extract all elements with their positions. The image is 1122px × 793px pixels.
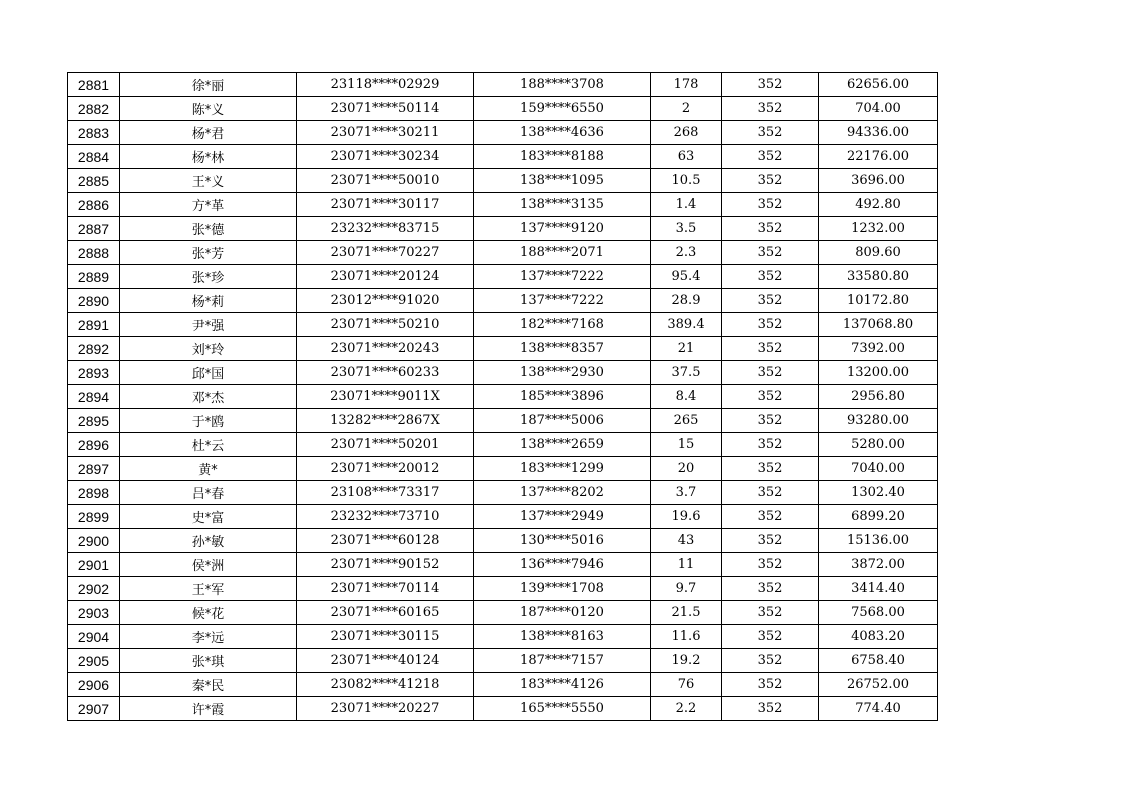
table-row (68, 433, 938, 457)
quantity-cell: 2.2 (651, 697, 722, 721)
row-number-cell: 2896 (68, 433, 120, 457)
quantity-cell: 15 (651, 433, 722, 457)
quantity-cell: 268 (651, 121, 722, 145)
id-number-cell: 23071****30234 (297, 145, 474, 169)
table-row (68, 97, 938, 121)
quantity-cell: 11.6 (651, 625, 722, 649)
phone-cell: 182****7168 (474, 313, 651, 337)
id-number-cell: 13282****2867X (297, 409, 474, 433)
table-row (68, 217, 938, 241)
phone-cell: 185****3896 (474, 385, 651, 409)
phone-cell: 138****3135 (474, 193, 651, 217)
id-number-cell: 23071****20243 (297, 337, 474, 361)
id-number-cell: 23071****50210 (297, 313, 474, 337)
id-number-cell: 23071****9011X (297, 385, 474, 409)
amount-cell: 7568.00 (819, 601, 938, 625)
phone-cell: 137****8202 (474, 481, 651, 505)
name-cell: 吕*春 (120, 481, 297, 505)
table-row (68, 481, 938, 505)
amount-cell: 5280.00 (819, 433, 938, 457)
phone-cell: 138****1095 (474, 169, 651, 193)
amount-cell: 1302.40 (819, 481, 938, 505)
id-number-cell: 23071****50010 (297, 169, 474, 193)
unit-price-cell: 352 (722, 577, 819, 601)
phone-cell: 183****8188 (474, 145, 651, 169)
quantity-cell: 76 (651, 673, 722, 697)
id-number-cell: 23071****40124 (297, 649, 474, 673)
id-number-cell: 23071****30115 (297, 625, 474, 649)
name-cell: 邱*国 (120, 361, 297, 385)
table-row (68, 289, 938, 313)
unit-price-cell: 352 (722, 553, 819, 577)
phone-cell: 159****6550 (474, 97, 651, 121)
unit-price-cell: 352 (722, 457, 819, 481)
phone-cell: 137****9120 (474, 217, 651, 241)
id-number-cell: 23071****20124 (297, 265, 474, 289)
row-number-cell: 2891 (68, 313, 120, 337)
name-cell: 陈*义 (120, 97, 297, 121)
phone-cell: 165****5550 (474, 697, 651, 721)
name-cell: 秦*民 (120, 673, 297, 697)
data-table (67, 72, 938, 721)
unit-price-cell: 352 (722, 481, 819, 505)
amount-cell: 33580.80 (819, 265, 938, 289)
name-cell: 尹*强 (120, 313, 297, 337)
phone-cell: 136****7946 (474, 553, 651, 577)
unit-price-cell: 352 (722, 649, 819, 673)
amount-cell: 3872.00 (819, 553, 938, 577)
quantity-cell: 28.9 (651, 289, 722, 313)
row-number-cell: 2898 (68, 481, 120, 505)
quantity-cell: 178 (651, 73, 722, 97)
name-cell: 侯*洲 (120, 553, 297, 577)
quantity-cell: 8.4 (651, 385, 722, 409)
name-cell: 邓*杰 (120, 385, 297, 409)
name-cell: 史*富 (120, 505, 297, 529)
row-number-cell: 2884 (68, 145, 120, 169)
table-row (68, 553, 938, 577)
table-row (68, 457, 938, 481)
unit-price-cell: 352 (722, 217, 819, 241)
unit-price-cell: 352 (722, 169, 819, 193)
amount-cell: 137068.80 (819, 313, 938, 337)
row-number-cell: 2890 (68, 289, 120, 313)
phone-cell: 138****8357 (474, 337, 651, 361)
unit-price-cell: 352 (722, 361, 819, 385)
unit-price-cell: 352 (722, 193, 819, 217)
unit-price-cell: 352 (722, 289, 819, 313)
phone-cell: 138****2659 (474, 433, 651, 457)
table-row (68, 577, 938, 601)
name-cell: 黄* (120, 457, 297, 481)
quantity-cell: 63 (651, 145, 722, 169)
unit-price-cell: 352 (722, 313, 819, 337)
phone-cell: 188****2071 (474, 241, 651, 265)
quantity-cell: 21 (651, 337, 722, 361)
row-number-cell: 2889 (68, 265, 120, 289)
table-row (68, 385, 938, 409)
table-row (68, 265, 938, 289)
unit-price-cell: 352 (722, 121, 819, 145)
phone-cell: 188****3708 (474, 73, 651, 97)
unit-price-cell: 352 (722, 625, 819, 649)
name-cell: 张*琪 (120, 649, 297, 673)
name-cell: 张*珍 (120, 265, 297, 289)
quantity-cell: 37.5 (651, 361, 722, 385)
row-number-cell: 2886 (68, 193, 120, 217)
phone-cell: 137****7222 (474, 289, 651, 313)
unit-price-cell: 352 (722, 265, 819, 289)
table-row (68, 169, 938, 193)
phone-cell: 187****5006 (474, 409, 651, 433)
amount-cell: 3696.00 (819, 169, 938, 193)
unit-price-cell: 352 (722, 673, 819, 697)
table-row (68, 121, 938, 145)
row-number-cell: 2907 (68, 697, 120, 721)
row-number-cell: 2892 (68, 337, 120, 361)
name-cell: 杜*云 (120, 433, 297, 457)
id-number-cell: 23071****60128 (297, 529, 474, 553)
phone-cell: 130****5016 (474, 529, 651, 553)
quantity-cell: 19.6 (651, 505, 722, 529)
row-number-cell: 2905 (68, 649, 120, 673)
amount-cell: 94336.00 (819, 121, 938, 145)
table-row (68, 649, 938, 673)
name-cell: 王*义 (120, 169, 297, 193)
table-row (68, 313, 938, 337)
phone-cell: 137****2949 (474, 505, 651, 529)
phone-cell: 139****1708 (474, 577, 651, 601)
row-number-cell: 2887 (68, 217, 120, 241)
id-number-cell: 23071****90152 (297, 553, 474, 577)
amount-cell: 26752.00 (819, 673, 938, 697)
id-number-cell: 23071****70227 (297, 241, 474, 265)
table-row (68, 505, 938, 529)
amount-cell: 7040.00 (819, 457, 938, 481)
phone-cell: 137****7222 (474, 265, 651, 289)
unit-price-cell: 352 (722, 409, 819, 433)
amount-cell: 7392.00 (819, 337, 938, 361)
table-row (68, 145, 938, 169)
phone-cell: 187****0120 (474, 601, 651, 625)
id-number-cell: 23071****70114 (297, 577, 474, 601)
name-cell: 候*花 (120, 601, 297, 625)
phone-cell: 183****1299 (474, 457, 651, 481)
amount-cell: 22176.00 (819, 145, 938, 169)
row-number-cell: 2888 (68, 241, 120, 265)
phone-cell: 138****2930 (474, 361, 651, 385)
amount-cell: 3414.40 (819, 577, 938, 601)
id-number-cell: 23232****83715 (297, 217, 474, 241)
quantity-cell: 1.4 (651, 193, 722, 217)
quantity-cell: 19.2 (651, 649, 722, 673)
id-number-cell: 23071****20012 (297, 457, 474, 481)
amount-cell: 774.40 (819, 697, 938, 721)
name-cell: 杨*林 (120, 145, 297, 169)
unit-price-cell: 352 (722, 73, 819, 97)
name-cell: 杨*莉 (120, 289, 297, 313)
row-number-cell: 2897 (68, 457, 120, 481)
name-cell: 李*远 (120, 625, 297, 649)
table-row (68, 601, 938, 625)
row-number-cell: 2895 (68, 409, 120, 433)
id-number-cell: 23071****60233 (297, 361, 474, 385)
id-number-cell: 23071****50114 (297, 97, 474, 121)
phone-cell: 187****7157 (474, 649, 651, 673)
id-number-cell: 23071****30117 (297, 193, 474, 217)
row-number-cell: 2881 (68, 73, 120, 97)
amount-cell: 492.80 (819, 193, 938, 217)
quantity-cell: 20 (651, 457, 722, 481)
name-cell: 刘*玲 (120, 337, 297, 361)
table-row (68, 529, 938, 553)
amount-cell: 6758.40 (819, 649, 938, 673)
amount-cell: 809.60 (819, 241, 938, 265)
unit-price-cell: 352 (722, 433, 819, 457)
table-row (68, 625, 938, 649)
row-number-cell: 2900 (68, 529, 120, 553)
row-number-cell: 2893 (68, 361, 120, 385)
phone-cell: 138****8163 (474, 625, 651, 649)
row-number-cell: 2882 (68, 97, 120, 121)
row-number-cell: 2894 (68, 385, 120, 409)
amount-cell: 13200.00 (819, 361, 938, 385)
table-row (68, 193, 938, 217)
table-row (68, 409, 938, 433)
quantity-cell: 9.7 (651, 577, 722, 601)
table-row (68, 697, 938, 721)
name-cell: 于*鸥 (120, 409, 297, 433)
row-number-cell: 2904 (68, 625, 120, 649)
phone-cell: 138****4636 (474, 121, 651, 145)
quantity-cell: 21.5 (651, 601, 722, 625)
quantity-cell: 11 (651, 553, 722, 577)
id-number-cell: 23071****50201 (297, 433, 474, 457)
unit-price-cell: 352 (722, 529, 819, 553)
unit-price-cell: 352 (722, 241, 819, 265)
row-number-cell: 2885 (68, 169, 120, 193)
quantity-cell: 3.5 (651, 217, 722, 241)
phone-cell: 183****4126 (474, 673, 651, 697)
name-cell: 张*德 (120, 217, 297, 241)
row-number-cell: 2902 (68, 577, 120, 601)
quantity-cell: 10.5 (651, 169, 722, 193)
quantity-cell: 2 (651, 97, 722, 121)
quantity-cell: 265 (651, 409, 722, 433)
row-number-cell: 2899 (68, 505, 120, 529)
amount-cell: 10172.80 (819, 289, 938, 313)
quantity-cell: 43 (651, 529, 722, 553)
amount-cell: 1232.00 (819, 217, 938, 241)
name-cell: 张*芳 (120, 241, 297, 265)
unit-price-cell: 352 (722, 385, 819, 409)
quantity-cell: 389.4 (651, 313, 722, 337)
row-number-cell: 2906 (68, 673, 120, 697)
id-number-cell: 23012****91020 (297, 289, 474, 313)
amount-cell: 6899.20 (819, 505, 938, 529)
quantity-cell: 3.7 (651, 481, 722, 505)
amount-cell: 4083.20 (819, 625, 938, 649)
amount-cell: 62656.00 (819, 73, 938, 97)
id-number-cell: 23118****02929 (297, 73, 474, 97)
unit-price-cell: 352 (722, 505, 819, 529)
quantity-cell: 95.4 (651, 265, 722, 289)
amount-cell: 704.00 (819, 97, 938, 121)
unit-price-cell: 352 (722, 145, 819, 169)
name-cell: 孙*敏 (120, 529, 297, 553)
amount-cell: 2956.80 (819, 385, 938, 409)
id-number-cell: 23082****41218 (297, 673, 474, 697)
table-row (68, 673, 938, 697)
id-number-cell: 23071****60165 (297, 601, 474, 625)
amount-cell: 15136.00 (819, 529, 938, 553)
table-row (68, 361, 938, 385)
name-cell: 徐*丽 (120, 73, 297, 97)
table-row (68, 241, 938, 265)
quantity-cell: 2.3 (651, 241, 722, 265)
name-cell: 方*革 (120, 193, 297, 217)
unit-price-cell: 352 (722, 337, 819, 361)
id-number-cell: 23071****30211 (297, 121, 474, 145)
unit-price-cell: 352 (722, 97, 819, 121)
unit-price-cell: 352 (722, 601, 819, 625)
row-number-cell: 2883 (68, 121, 120, 145)
name-cell: 王*军 (120, 577, 297, 601)
id-number-cell: 23108****73317 (297, 481, 474, 505)
table-body (68, 73, 938, 721)
row-number-cell: 2903 (68, 601, 120, 625)
id-number-cell: 23071****20227 (297, 697, 474, 721)
table-row (68, 337, 938, 361)
row-number-cell: 2901 (68, 553, 120, 577)
name-cell: 许*霞 (120, 697, 297, 721)
unit-price-cell: 352 (722, 697, 819, 721)
name-cell: 杨*君 (120, 121, 297, 145)
id-number-cell: 23232****73710 (297, 505, 474, 529)
table-row (68, 73, 938, 97)
amount-cell: 93280.00 (819, 409, 938, 433)
